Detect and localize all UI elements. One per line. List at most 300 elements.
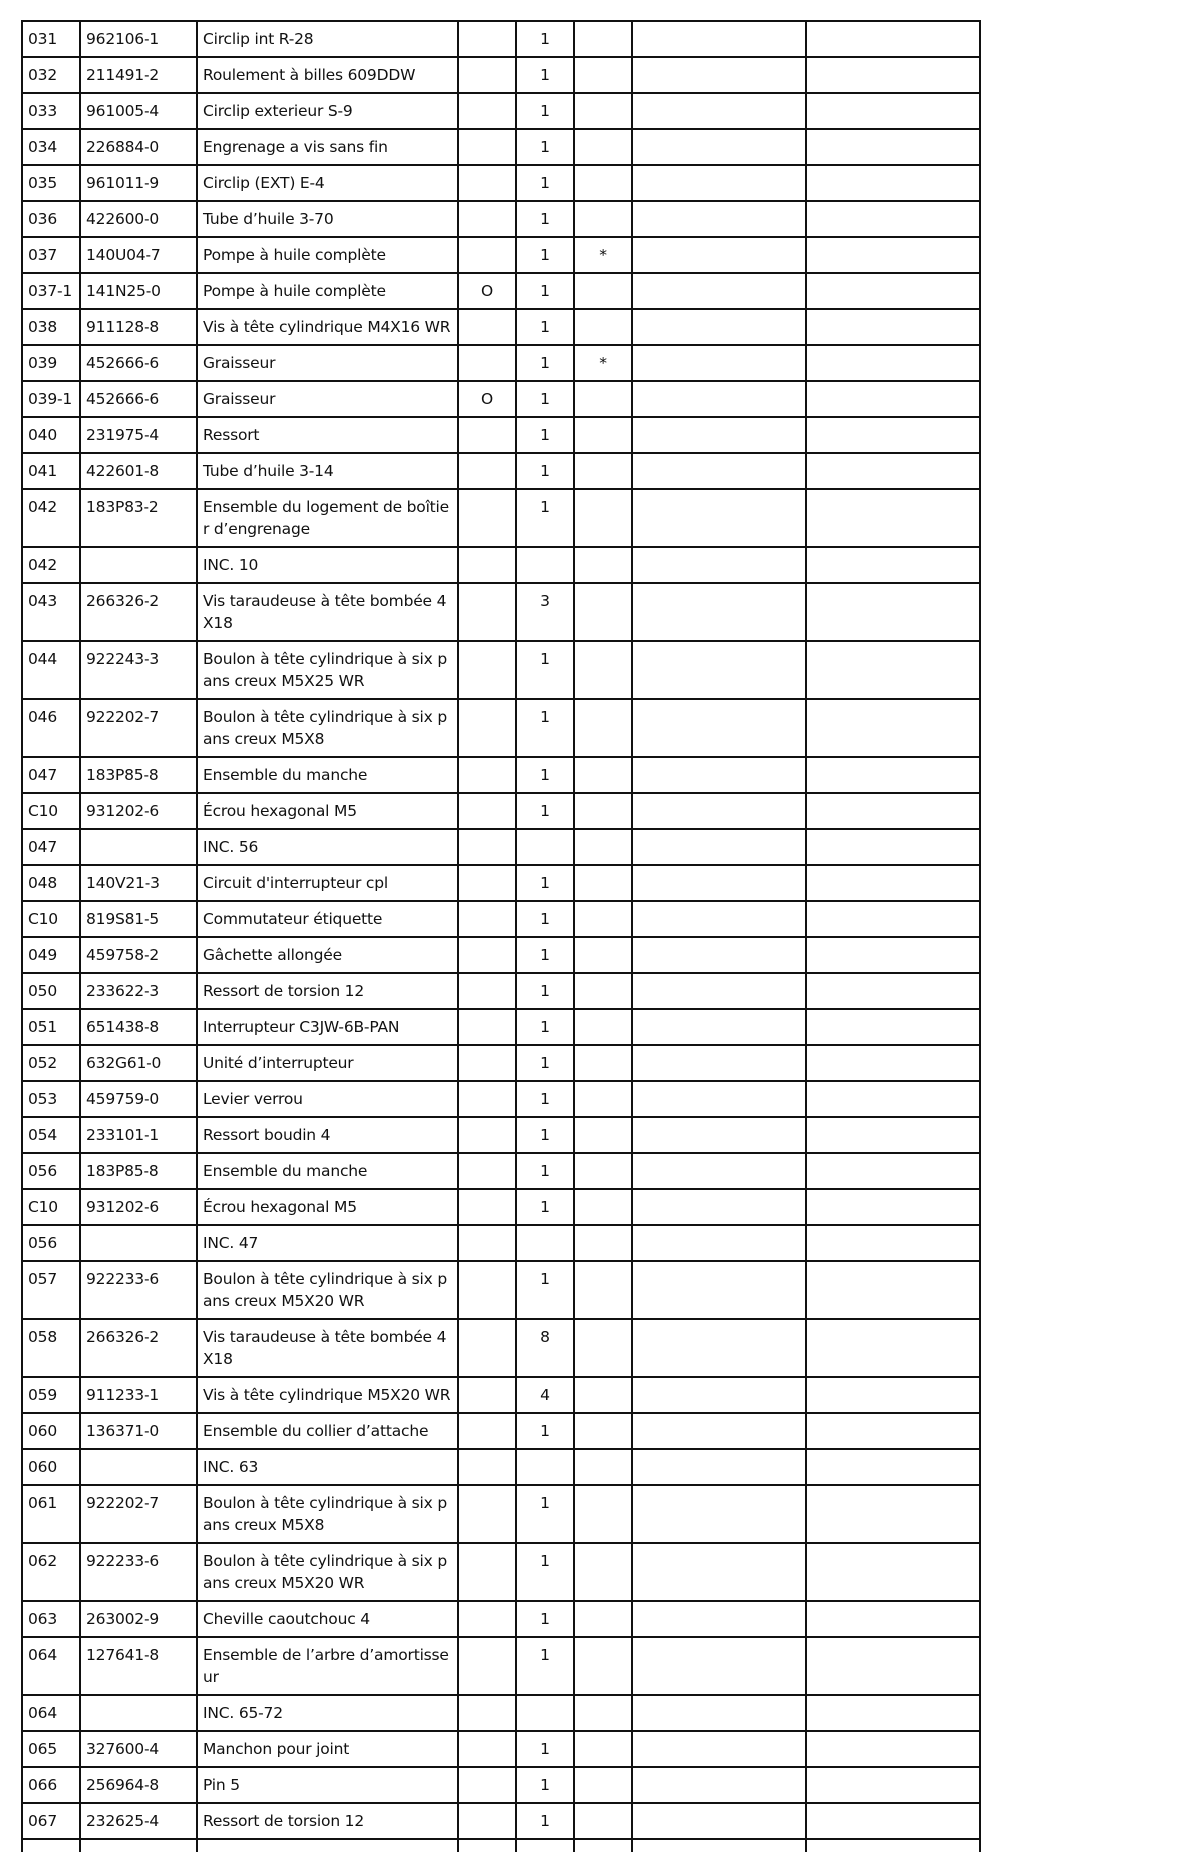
- quantity-cell: 1: [516, 273, 574, 309]
- quantity-cell: 1: [516, 937, 574, 973]
- quantity-cell: 1: [516, 1485, 574, 1543]
- item-number-cell: 062: [22, 1543, 80, 1601]
- part-number-cell: 452666-6: [80, 381, 197, 417]
- table-row: [22, 1803, 980, 1839]
- table-row: [22, 57, 980, 93]
- description-cell: Vis à tête cylindrique M4X16 WR: [197, 309, 458, 345]
- item-number-cell: 050: [22, 973, 80, 1009]
- extra-cell: [806, 973, 980, 1009]
- description-cell: Interrupteur C3JW-6B-PAN: [197, 1009, 458, 1045]
- item-number-cell: 040: [22, 417, 80, 453]
- item-number-cell: 067: [22, 1803, 80, 1839]
- description-cell: Boulon à tête cylindrique à six pans creux M5X20 WR: [197, 1543, 458, 1601]
- table-row: [22, 1045, 980, 1081]
- option-marker-cell: [458, 699, 516, 757]
- item-number-cell: 053: [22, 1081, 80, 1117]
- description-cell: Ensemble du logement de boîtier d’engrenage: [197, 489, 458, 547]
- item-number-cell: 032: [22, 57, 80, 93]
- remarks-cell: [632, 1045, 806, 1081]
- description-cell: Manchon pour joint: [197, 1731, 458, 1767]
- extra-cell: [806, 237, 980, 273]
- item-number-cell: 041: [22, 453, 80, 489]
- note-marker-cell: [574, 1601, 632, 1637]
- table-row: [22, 1543, 980, 1601]
- table-row: [22, 453, 980, 489]
- option-marker-cell: [458, 1045, 516, 1081]
- table-row: [22, 901, 980, 937]
- item-number-cell: 031: [22, 21, 80, 57]
- note-marker-cell: [574, 1485, 632, 1543]
- extra-cell: [806, 1413, 980, 1449]
- quantity-cell: 1: [516, 1601, 574, 1637]
- remarks-cell: [632, 21, 806, 57]
- note-marker-cell: [574, 1803, 632, 1839]
- note-marker-cell: [574, 1543, 632, 1601]
- part-number-cell: 127641-8: [80, 1637, 197, 1695]
- part-number-cell: 459758-2: [80, 937, 197, 973]
- extra-cell: [806, 865, 980, 901]
- item-number-cell: 060: [22, 1449, 80, 1485]
- table-row: [22, 699, 980, 757]
- quantity-cell: 1: [516, 453, 574, 489]
- extra-cell: [806, 345, 980, 381]
- remarks-cell: [632, 417, 806, 453]
- description-cell: INC. 56: [197, 829, 458, 865]
- extra-cell: [806, 641, 980, 699]
- extra-cell: [806, 829, 980, 865]
- item-number-cell: 061: [22, 1485, 80, 1543]
- option-marker-cell: [458, 1485, 516, 1543]
- extra-cell: [806, 93, 980, 129]
- note-marker-cell: [574, 165, 632, 201]
- note-marker-cell: [574, 699, 632, 757]
- description-cell: INC. 10: [197, 547, 458, 583]
- item-number-cell: C10: [22, 1189, 80, 1225]
- extra-cell: [806, 1117, 980, 1153]
- remarks-cell: [632, 309, 806, 345]
- part-number-cell: 266326-2: [80, 583, 197, 641]
- option-marker-cell: [458, 1543, 516, 1601]
- item-number-cell: 054: [22, 1117, 80, 1153]
- quantity-cell: 1: [516, 1803, 574, 1839]
- description-cell: Engrenage a vis sans fin: [197, 129, 458, 165]
- note-marker-cell: [574, 1319, 632, 1377]
- table-row: [22, 489, 980, 547]
- part-number-cell: 140U04-7: [80, 237, 197, 273]
- quantity-cell: [516, 1225, 574, 1261]
- note-marker-cell: [574, 865, 632, 901]
- parts-list-table: [21, 20, 981, 1852]
- extra-cell: [806, 1449, 980, 1485]
- item-number-cell: 059: [22, 1377, 80, 1413]
- empty-cell: [80, 1839, 197, 1852]
- item-number-cell: 034: [22, 129, 80, 165]
- option-marker-cell: [458, 937, 516, 973]
- note-marker-cell: [574, 1153, 632, 1189]
- remarks-cell: [632, 1485, 806, 1543]
- quantity-cell: 1: [516, 1117, 574, 1153]
- extra-cell: [806, 1009, 980, 1045]
- description-cell: Commutateur étiquette: [197, 901, 458, 937]
- quantity-cell: 1: [516, 1081, 574, 1117]
- quantity-cell: 1: [516, 1637, 574, 1695]
- option-marker-cell: [458, 1153, 516, 1189]
- description-cell: Vis taraudeuse à tête bombée 4X18: [197, 1319, 458, 1377]
- option-marker-cell: [458, 1319, 516, 1377]
- item-number-cell: 033: [22, 93, 80, 129]
- note-marker-cell: [574, 201, 632, 237]
- table-row: [22, 309, 980, 345]
- empty-cell: [197, 1839, 458, 1852]
- table-row: [22, 1319, 980, 1377]
- extra-cell: [806, 417, 980, 453]
- note-marker-cell: [574, 1009, 632, 1045]
- part-number-cell: 962106-1: [80, 21, 197, 57]
- quantity-cell: 1: [516, 489, 574, 547]
- remarks-cell: [632, 1117, 806, 1153]
- remarks-cell: [632, 1377, 806, 1413]
- extra-cell: [806, 1803, 980, 1839]
- note-marker-cell: [574, 129, 632, 165]
- option-marker-cell: [458, 757, 516, 793]
- quantity-cell: [516, 1695, 574, 1731]
- description-cell: Ensemble de l’arbre d’amortisseur: [197, 1637, 458, 1695]
- table-row: [22, 1377, 980, 1413]
- part-number-cell: 922233-6: [80, 1543, 197, 1601]
- remarks-cell: [632, 583, 806, 641]
- item-number-cell: 036: [22, 201, 80, 237]
- extra-cell: [806, 129, 980, 165]
- part-number-cell: 327600-4: [80, 1731, 197, 1767]
- remarks-cell: [632, 1261, 806, 1319]
- note-marker-cell: [574, 829, 632, 865]
- extra-cell: [806, 309, 980, 345]
- extra-cell: [806, 1485, 980, 1543]
- table-row: [22, 273, 980, 309]
- part-number-cell: 140V21-3: [80, 865, 197, 901]
- description-cell: Graisseur: [197, 345, 458, 381]
- table-row: [22, 865, 980, 901]
- remarks-cell: [632, 1153, 806, 1189]
- description-cell: Ressort de torsion 12: [197, 973, 458, 1009]
- description-cell: Pompe à huile complète: [197, 237, 458, 273]
- remarks-cell: [632, 973, 806, 1009]
- remarks-cell: [632, 1081, 806, 1117]
- remarks-cell: [632, 93, 806, 129]
- description-cell: Tube d’huile 3-70: [197, 201, 458, 237]
- description-cell: Circlip int R-28: [197, 21, 458, 57]
- quantity-cell: 1: [516, 1413, 574, 1449]
- extra-cell: [806, 57, 980, 93]
- extra-cell: [806, 165, 980, 201]
- option-marker-cell: [458, 1413, 516, 1449]
- extra-cell: [806, 901, 980, 937]
- option-marker-cell: [458, 1081, 516, 1117]
- extra-cell: [806, 273, 980, 309]
- note-marker-cell: [574, 1081, 632, 1117]
- description-cell: Gâchette allongée: [197, 937, 458, 973]
- item-number-cell: C10: [22, 793, 80, 829]
- remarks-cell: [632, 201, 806, 237]
- note-marker-cell: [574, 1117, 632, 1153]
- note-marker-cell: [574, 937, 632, 973]
- part-number-cell: 256964-8: [80, 1767, 197, 1803]
- quantity-cell: 8: [516, 1319, 574, 1377]
- table-row: [22, 1449, 980, 1485]
- part-number-cell: 922233-6: [80, 1261, 197, 1319]
- part-number-cell: 922243-3: [80, 641, 197, 699]
- extra-cell: [806, 1637, 980, 1695]
- option-marker-cell: O: [458, 381, 516, 417]
- part-number-cell: 452666-6: [80, 345, 197, 381]
- quantity-cell: 1: [516, 793, 574, 829]
- remarks-cell: [632, 1009, 806, 1045]
- note-marker-cell: *: [574, 345, 632, 381]
- part-number-cell: 922202-7: [80, 699, 197, 757]
- item-number-cell: 056: [22, 1153, 80, 1189]
- quantity-cell: 1: [516, 1767, 574, 1803]
- note-marker-cell: [574, 1189, 632, 1225]
- quantity-cell: 4: [516, 1377, 574, 1413]
- note-marker-cell: [574, 757, 632, 793]
- option-marker-cell: [458, 901, 516, 937]
- table-row: [22, 793, 980, 829]
- item-number-cell: 066: [22, 1767, 80, 1803]
- table-row: [22, 21, 980, 57]
- note-marker-cell: [574, 381, 632, 417]
- quantity-cell: 1: [516, 381, 574, 417]
- table-row: [22, 1413, 980, 1449]
- item-number-cell: 039: [22, 345, 80, 381]
- item-number-cell: C10: [22, 901, 80, 937]
- option-marker-cell: [458, 129, 516, 165]
- table-row: [22, 1081, 980, 1117]
- part-number-cell: 651438-8: [80, 1009, 197, 1045]
- note-marker-cell: [574, 309, 632, 345]
- option-marker-cell: [458, 1731, 516, 1767]
- note-marker-cell: [574, 273, 632, 309]
- extra-cell: [806, 201, 980, 237]
- extra-cell: [806, 1601, 980, 1637]
- quantity-cell: 1: [516, 1731, 574, 1767]
- quantity-cell: 1: [516, 901, 574, 937]
- option-marker-cell: [458, 453, 516, 489]
- item-number-cell: 037: [22, 237, 80, 273]
- note-marker-cell: [574, 1377, 632, 1413]
- option-marker-cell: [458, 345, 516, 381]
- table-row: [22, 641, 980, 699]
- remarks-cell: [632, 237, 806, 273]
- quantity-cell: 1: [516, 865, 574, 901]
- description-cell: Vis taraudeuse à tête bombée 4X18: [197, 583, 458, 641]
- part-number-cell: 233622-3: [80, 973, 197, 1009]
- table-row: [22, 583, 980, 641]
- item-number-cell: 048: [22, 865, 80, 901]
- item-number-cell: 063: [22, 1601, 80, 1637]
- part-number-cell: 911233-1: [80, 1377, 197, 1413]
- part-number-cell: 233101-1: [80, 1117, 197, 1153]
- description-cell: Ensemble du manche: [197, 1153, 458, 1189]
- quantity-cell: 1: [516, 21, 574, 57]
- part-number-cell: 931202-6: [80, 793, 197, 829]
- part-number-cell: 141N25-0: [80, 273, 197, 309]
- item-number-cell: 037-1: [22, 273, 80, 309]
- description-cell: Ressort de torsion 12: [197, 1803, 458, 1839]
- extra-cell: [806, 489, 980, 547]
- extra-cell: [806, 937, 980, 973]
- item-number-cell: 051: [22, 1009, 80, 1045]
- remarks-cell: [632, 699, 806, 757]
- table-row: [22, 937, 980, 973]
- description-cell: Pin 5: [197, 1767, 458, 1803]
- item-number-cell: 065: [22, 1731, 80, 1767]
- extra-cell: [806, 1153, 980, 1189]
- remarks-cell: [632, 865, 806, 901]
- item-number-cell: 042: [22, 547, 80, 583]
- table-row: [22, 1261, 980, 1319]
- quantity-cell: 1: [516, 1189, 574, 1225]
- item-number-cell: 064: [22, 1695, 80, 1731]
- description-cell: Unité d’interrupteur: [197, 1045, 458, 1081]
- option-marker-cell: [458, 793, 516, 829]
- remarks-cell: [632, 345, 806, 381]
- part-number-cell: [80, 1449, 197, 1485]
- note-marker-cell: [574, 1261, 632, 1319]
- note-marker-cell: [574, 21, 632, 57]
- description-cell: Boulon à tête cylindrique à six pans creux M5X8: [197, 1485, 458, 1543]
- description-cell: Boulon à tête cylindrique à six pans creux M5X20 WR: [197, 1261, 458, 1319]
- item-number-cell: 044: [22, 641, 80, 699]
- table-row: [22, 1637, 980, 1695]
- empty-cell: [516, 1839, 574, 1852]
- remarks-cell: [632, 547, 806, 583]
- part-number-cell: 422601-8: [80, 453, 197, 489]
- description-cell: Roulement à billes 609DDW: [197, 57, 458, 93]
- remarks-cell: [632, 273, 806, 309]
- table-row: [22, 1117, 980, 1153]
- remarks-cell: [632, 757, 806, 793]
- table-row: [22, 829, 980, 865]
- remarks-cell: [632, 1413, 806, 1449]
- quantity-cell: 1: [516, 345, 574, 381]
- part-number-cell: 263002-9: [80, 1601, 197, 1637]
- extra-cell: [806, 1045, 980, 1081]
- description-cell: Circuit d'interrupteur cpl: [197, 865, 458, 901]
- description-cell: Ressort boudin 4: [197, 1117, 458, 1153]
- description-cell: INC. 47: [197, 1225, 458, 1261]
- option-marker-cell: [458, 1009, 516, 1045]
- empty-cell: [22, 1839, 80, 1852]
- part-number-cell: [80, 1695, 197, 1731]
- option-marker-cell: [458, 1117, 516, 1153]
- extra-cell: [806, 1377, 980, 1413]
- quantity-cell: [516, 1449, 574, 1485]
- table-row: [22, 1009, 980, 1045]
- remarks-cell: [632, 1189, 806, 1225]
- note-marker-cell: [574, 57, 632, 93]
- extra-cell: [806, 757, 980, 793]
- extra-cell: [806, 547, 980, 583]
- remarks-cell: [632, 901, 806, 937]
- part-number-cell: [80, 829, 197, 865]
- part-number-cell: 183P85-8: [80, 1153, 197, 1189]
- part-number-cell: 266326-2: [80, 1319, 197, 1377]
- remarks-cell: [632, 1637, 806, 1695]
- remarks-cell: [632, 937, 806, 973]
- option-marker-cell: [458, 865, 516, 901]
- quantity-cell: 1: [516, 309, 574, 345]
- note-marker-cell: [574, 583, 632, 641]
- option-marker-cell: [458, 201, 516, 237]
- description-cell: Vis à tête cylindrique M5X20 WR: [197, 1377, 458, 1413]
- table-row: [22, 1731, 980, 1767]
- item-number-cell: 043: [22, 583, 80, 641]
- table-row: [22, 165, 980, 201]
- description-cell: Graisseur: [197, 381, 458, 417]
- table-row: [22, 345, 980, 381]
- part-number-cell: 183P85-8: [80, 757, 197, 793]
- option-marker-cell: [458, 973, 516, 1009]
- table-row: [22, 1601, 980, 1637]
- option-marker-cell: [458, 1601, 516, 1637]
- extra-cell: [806, 21, 980, 57]
- item-number-cell: 039-1: [22, 381, 80, 417]
- quantity-cell: 1: [516, 1261, 574, 1319]
- option-marker-cell: [458, 1261, 516, 1319]
- option-marker-cell: [458, 1767, 516, 1803]
- item-number-cell: 047: [22, 829, 80, 865]
- option-marker-cell: [458, 57, 516, 93]
- table-row: [22, 1767, 980, 1803]
- quantity-cell: 1: [516, 165, 574, 201]
- table-row: [22, 547, 980, 583]
- extra-cell: [806, 1225, 980, 1261]
- quantity-cell: 1: [516, 417, 574, 453]
- note-marker-cell: [574, 417, 632, 453]
- remarks-cell: [632, 1319, 806, 1377]
- quantity-cell: [516, 829, 574, 865]
- parts-list-body: [22, 21, 980, 1852]
- item-number-cell: 038: [22, 309, 80, 345]
- description-cell: Ressort: [197, 417, 458, 453]
- quantity-cell: 1: [516, 641, 574, 699]
- quantity-cell: 1: [516, 1045, 574, 1081]
- part-number-cell: 232625-4: [80, 1803, 197, 1839]
- option-marker-cell: [458, 21, 516, 57]
- part-number-cell: 819S81-5: [80, 901, 197, 937]
- extra-cell: [806, 699, 980, 757]
- option-marker-cell: O: [458, 273, 516, 309]
- empty-cell: [574, 1839, 632, 1852]
- option-marker-cell: [458, 93, 516, 129]
- note-marker-cell: [574, 489, 632, 547]
- description-cell: Cheville caoutchouc 4: [197, 1601, 458, 1637]
- item-number-cell: 056: [22, 1225, 80, 1261]
- note-marker-cell: [574, 93, 632, 129]
- quantity-cell: 1: [516, 699, 574, 757]
- quantity-cell: 3: [516, 583, 574, 641]
- item-number-cell: 046: [22, 699, 80, 757]
- remarks-cell: [632, 129, 806, 165]
- table-row-cut-off: [22, 1839, 980, 1852]
- item-number-cell: 049: [22, 937, 80, 973]
- remarks-cell: [632, 1601, 806, 1637]
- part-number-cell: 922202-7: [80, 1485, 197, 1543]
- extra-cell: [806, 453, 980, 489]
- description-cell: INC. 65-72: [197, 1695, 458, 1731]
- table-row: [22, 1695, 980, 1731]
- table-row: [22, 1153, 980, 1189]
